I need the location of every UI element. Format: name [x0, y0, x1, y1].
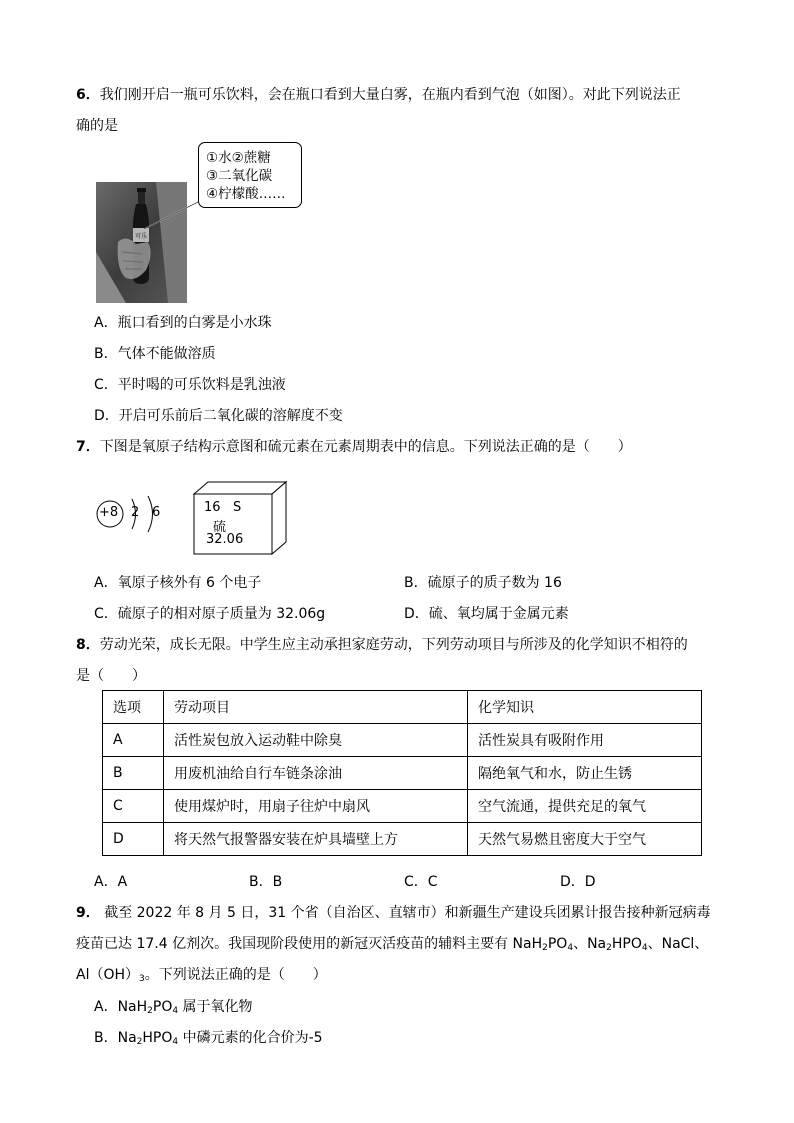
q6-option-b: B．气体不能做溶质: [94, 346, 216, 362]
svg-text:可乐: 可乐: [135, 233, 148, 240]
q8-option-d: D．D: [560, 874, 596, 890]
table-cell: 隔绝氧气和水，防止生锈: [468, 757, 702, 790]
q6-option-d: D．开启可乐前后二氧化碳的溶解度不变: [94, 408, 343, 424]
sulfur-element-card: [192, 480, 288, 556]
q8-line2: 是（ ）: [76, 668, 146, 684]
q7-number: 7．: [76, 439, 100, 455]
table-row: [103, 724, 702, 757]
table-row: [103, 790, 702, 823]
table-cell: A: [103, 724, 164, 757]
table-cell: C: [103, 790, 164, 823]
shell1-electrons: 2: [131, 505, 140, 520]
ingredient-line: ④柠檬酸……: [206, 186, 286, 202]
table-cell: 用废机油给自行车链条涂油: [164, 757, 468, 790]
q8-number: 8．: [76, 637, 100, 653]
table-row: [103, 823, 702, 856]
element-name: 硫: [213, 520, 227, 535]
q8-stem: 劳动光荣，成长无限。中学生应主动承担家庭劳动，下列劳动项目与所涉及的化学知识不相符的: [99, 637, 688, 653]
q9-option-b-text: 中磷元素的化合价为-5: [178, 1030, 323, 1046]
ingredient-line: ①水②蔗糖: [206, 150, 271, 166]
q9-number: 9．: [76, 905, 100, 921]
q9-option-a-text: 属于氧化物: [178, 999, 253, 1015]
q9-stem-3: 。下列说法正确的是（ ）: [144, 967, 327, 983]
formula-nah2po4: $NaH_2PO_4$: [512, 936, 574, 953]
q6-line1: [76, 84, 681, 104]
shell2-electrons: 6: [152, 505, 161, 520]
q9-line3: [76, 964, 327, 984]
element-symbol: S: [233, 500, 242, 515]
q9-stem: 截至 2022 年 8 月 5 日，31 个省（自治区、直辖市）和新疆生产建设兵团累计报告接种新冠病毒: [99, 905, 711, 921]
table-cell: 空气流通，提供充足的氧气: [468, 790, 702, 823]
q8-line1: [76, 634, 688, 654]
table-header-row: [103, 691, 702, 724]
atomic-number: 16: [204, 500, 221, 515]
ingredients-callout: [198, 142, 302, 208]
q6-number: 6．: [76, 87, 100, 103]
ingredient-line: ③二氧化碳: [206, 168, 273, 184]
oxygen-atom-diagram: [94, 492, 170, 536]
q8-option-c: C．C: [404, 874, 438, 890]
q7-option-b: B．硫原子的质子数为 16: [404, 575, 562, 591]
table-cell: 将天然气报警器安装在炉具墙壁上方: [164, 823, 468, 856]
q9-stem-2: 疫苗已达 17.4 亿剂次。我国现阶段使用的新冠灭活疫苗的辅料主要有: [76, 936, 513, 952]
header-cell: 化学知识: [468, 691, 702, 724]
formula-na2hpo4: $Na_2HPO_4$: [587, 936, 648, 953]
q9-option-a: A．$NaH_2PO_4$ 属于氧化物: [94, 999, 253, 1016]
q7-line1: [76, 436, 632, 456]
q7-option-a: A．氧原子核外有 6 个电子: [94, 575, 262, 591]
formula-aloh3: $Al(OH)_3$: [76, 967, 145, 984]
q9-line1: [76, 902, 711, 922]
q6-stem: 我们刚开启一瓶可乐饮料，会在瓶口看到大量白雾，在瓶内看到气泡（如图）。对此下列说法正: [99, 87, 681, 103]
q7-option-c: C．硫原子的相对原子质量为 32.06g: [94, 606, 326, 622]
table-row: [103, 757, 702, 790]
q6-option-a: A．瓶口看到的白雾是小水珠: [94, 315, 272, 331]
atomic-mass: 32.06: [206, 532, 244, 547]
labor-knowledge-table: [102, 690, 702, 856]
table-cell: 天然气易燃且密度大于空气: [468, 823, 702, 856]
table-cell: B: [103, 757, 164, 790]
q8-option-b: B．B: [249, 874, 283, 890]
nucleus-charge: +8: [99, 505, 119, 520]
q7-stem: 下图是氧原子结构示意图和硫元素在元素周期表中的信息。下列说法正确的是（ ）: [99, 439, 632, 455]
header-cell: 劳动项目: [164, 691, 468, 724]
q6-line2: 确的是: [76, 118, 118, 134]
q7-option-d: D．硫、氧均属于金属元素: [404, 606, 569, 622]
table-cell: 使用煤炉时，用扇子往炉中扇风: [164, 790, 468, 823]
table-cell: 活性炭具有吸附作用: [468, 724, 702, 757]
q9-line2: 疫苗已达 17.4 亿剂次。我国现阶段使用的新冠灭活疫苗的辅料主要有 $NaH_2PO_4$、$Na_2HPO_4$、NaCl、: [76, 936, 709, 953]
formula-nacl: NaCl: [661, 936, 695, 952]
q6-option-c: C．平时喝的可乐饮料是乳浊液: [94, 377, 286, 393]
table-cell: 活性炭包放入运动鞋中除臭: [164, 724, 468, 757]
header-cell: 选项: [103, 691, 164, 724]
q9-option-b: B．$Na_2HPO_4$ 中磷元素的化合价为-5: [94, 1030, 323, 1047]
q8-option-a: A．A: [94, 874, 128, 890]
table-cell: D: [103, 823, 164, 856]
